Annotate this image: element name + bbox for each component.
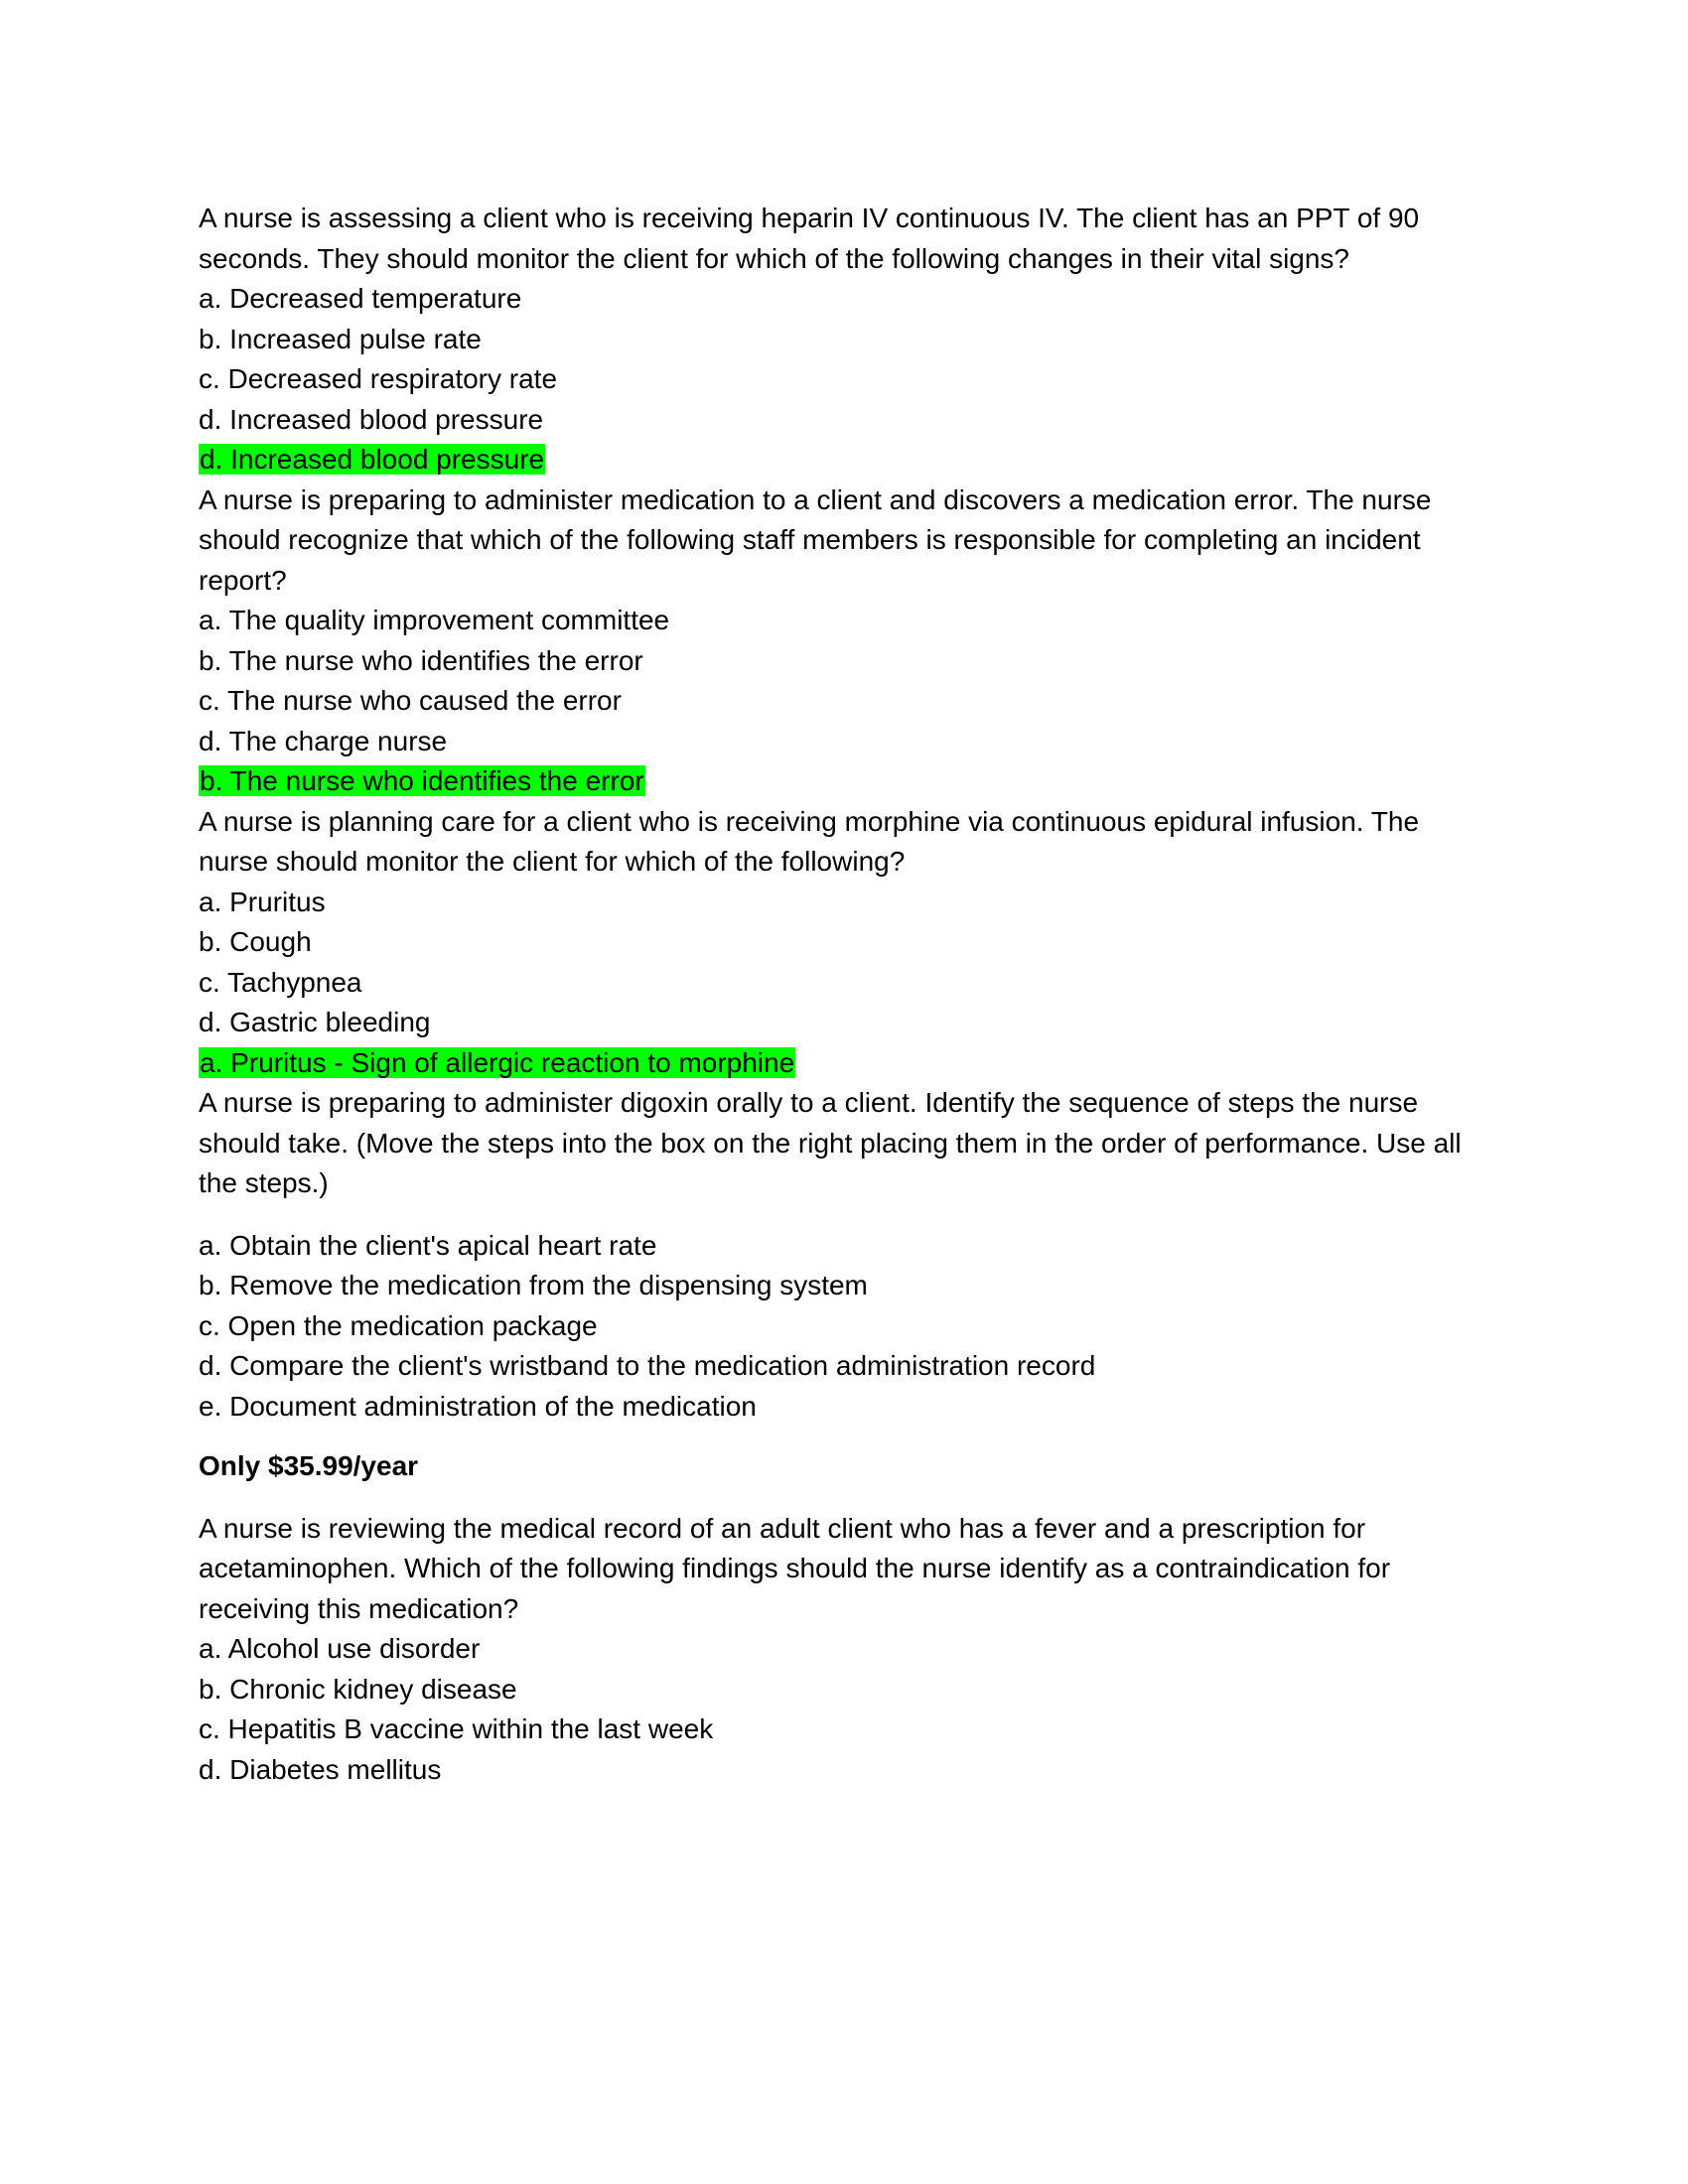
option-item: c. Decreased respiratory rate [199,363,558,394]
option-item: b. Cough [199,926,312,957]
answer-highlight [199,1043,1489,1084]
answer-highlight [199,440,1489,480]
option-item: e. Document administration of the medication [199,1390,757,1422]
answer-text: a. Pruritus - Sign of allergic reaction to morphine [200,1046,795,1078]
option-item: a. Alcohol use disorder [199,1633,481,1664]
options-list [199,1629,1489,1790]
options-list [199,279,1489,440]
promo-text: Only $35.99/year [199,1450,419,1481]
document-page [199,199,1489,1790]
option-item: d. Compare the client's wristband to the medication administration record [199,1350,1096,1381]
option-item: c. Hepatitis B vaccine within the last week [199,1713,714,1744]
question-5 [199,1509,1489,1791]
question-2 [199,480,1489,802]
answer-text: d. Increased blood pressure [200,444,545,475]
answer-text: b. The nurse who identifies the error [200,765,644,796]
option-item: c. Tachypnea [199,966,362,998]
option-item: d. Increased blood pressure [199,403,544,435]
question-1 [199,199,1489,480]
answer-highlight [199,761,1489,802]
option-item: b. Chronic kidney disease [199,1673,517,1705]
question-text: A nurse is preparing to administer digoxin orally to a client. Identify the sequence of steps the nurse should take. (Move the steps into the box on the right placing them in the order of performance. Use all the steps.) [199,1087,1462,1198]
option-item: a. Pruritus [199,886,326,917]
spacer [199,1204,1489,1226]
option-item: d. The charge nurse [199,725,448,756]
options-list [199,601,1489,761]
option-item: b. Increased pulse rate [199,323,482,354]
question-text: A nurse is preparing to administer medication to a client and discovers a medication error. The nurse should recognize that which of the following staff members is responsible for completing an incident report? [199,483,1432,596]
options-list [199,1226,1489,1428]
option-item: b. Remove the medication from the dispensing system [199,1270,868,1300]
option-item: b. The nurse who identifies the error [199,644,643,676]
question-text: A nurse is planning care for a client who is receiving morphine via continuous epidural infusion. The nurse should monitor the client for which of the following? [199,805,1420,877]
question-text: A nurse is assessing a client who is receiving heparin IV continuous IV. The client has an PPT of 90 seconds. They should monitor the client for which of the following changes in their vital signs? [199,203,1420,274]
question-3 [199,802,1489,1084]
question-4 [199,1083,1489,1427]
question-text: A nurse is reviewing the medical record of an adult client who has a fever and a prescription for acetaminophen. Which of the following findings should the nurse identify as a contraindication for receiving this medication? [199,1512,1391,1624]
option-item: a. The quality improvement committee [199,605,670,635]
option-item: c. Open the medication package [199,1309,598,1341]
options-list [199,883,1489,1043]
option-item: a. Obtain the client's apical heart rate [199,1229,657,1261]
option-item: a. Decreased temperature [199,283,522,314]
option-item: d. Gastric bleeding [199,1007,431,1037]
option-item: c. The nurse who caused the error [199,685,622,716]
option-item: d. Diabetes mellitus [199,1753,442,1785]
